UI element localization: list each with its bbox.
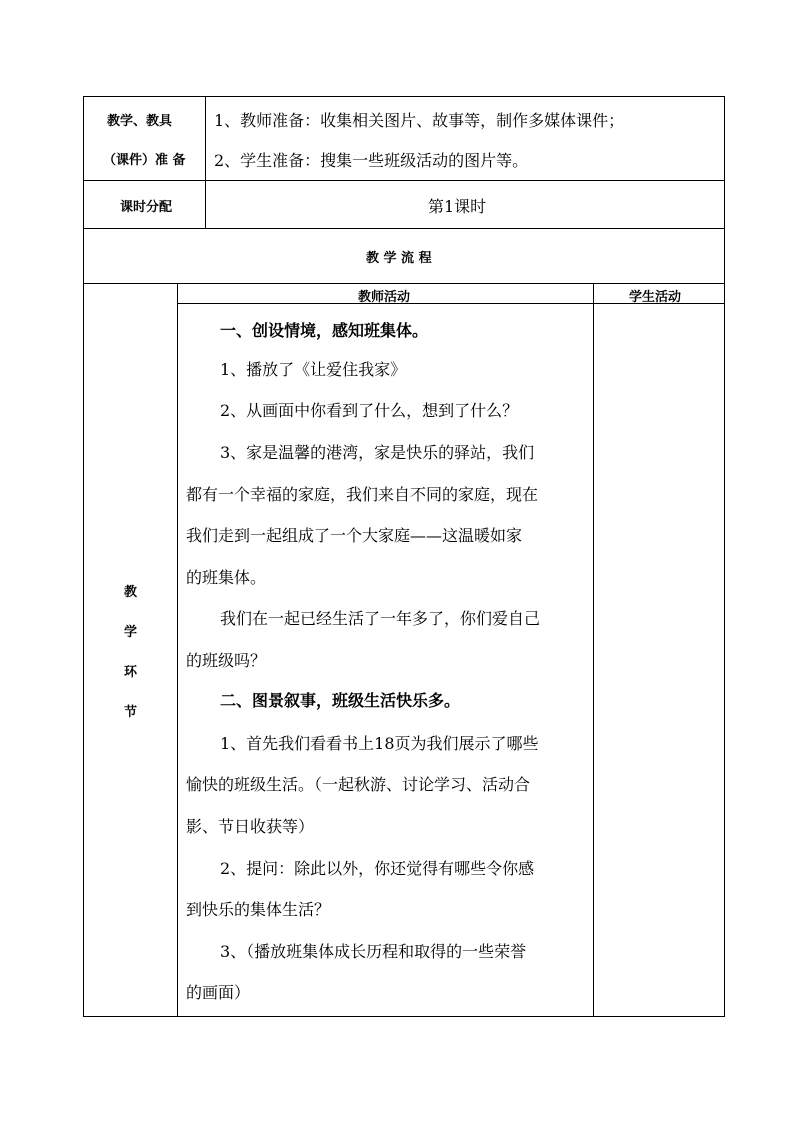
flow-title: 教 学 流 程 <box>366 251 432 266</box>
table-border-row1 <box>83 180 725 181</box>
col-header-student: 学生活动 <box>629 290 682 305</box>
table-border-left <box>83 96 84 1017</box>
s1-para-3-line-4: 的班集体。 <box>186 568 267 587</box>
table-divider-side <box>177 283 178 1016</box>
s2-para-1-line-2: 愉快的班级生活。（一起秋游、讨论学习、活动合 <box>186 775 531 794</box>
prep-student: 2、学生准备：搜集一些班级活动的图片等。 <box>214 151 529 170</box>
s2-para-3-line-1: 3、（播放班集体成长历程和取得的一些荣誉 <box>220 942 527 961</box>
table-border-bottom <box>83 1016 725 1017</box>
s2-para-2-line-2: 到快乐的集体生活？ <box>186 900 331 919</box>
side-label-char-2: 学 <box>124 625 138 640</box>
prep-teacher: 1、教师准备：收集相关图片、故事等，制作多媒体课件； <box>214 111 625 130</box>
period-value: 第1课时 <box>428 197 487 216</box>
prep-label-line2: （课件）准 备 <box>103 153 186 168</box>
section-heading-2: 二、图景叙事，班级生活快乐多。 <box>220 691 461 710</box>
side-label-char-3: 环 <box>124 665 138 680</box>
s1-para-3-line-1: 3、家是温馨的港湾，家是快乐的驿站，我们 <box>220 443 535 462</box>
section-heading-1: 一、创设情境，感知班集体。 <box>220 321 429 340</box>
table-divider-student <box>593 283 594 1016</box>
s1-para-1: 1、播放了《让爱住我家》 <box>220 360 407 379</box>
period-label: 课时分配 <box>120 200 173 215</box>
table-border-row2 <box>83 228 725 229</box>
col-header-teacher: 教师活动 <box>358 290 411 305</box>
table-border-top <box>83 96 725 97</box>
s1-para-3-line-3: 我们走到一起组成了一个大家庭——这温暖如家 <box>186 526 523 545</box>
s1-para-4-line-1: 我们在一起已经生活了一年多了，你们爱自己 <box>220 609 541 628</box>
s1-para-3-line-2: 都有一个幸福的家庭，我们来自不同的家庭，现在 <box>186 485 539 504</box>
s1-para-4-line-2: 的班级吗？ <box>186 651 267 670</box>
table-border-right <box>724 96 725 1017</box>
table-border-row3 <box>83 283 725 284</box>
table-divider-top <box>205 96 206 228</box>
side-label-char-1: 教 <box>124 585 138 600</box>
s1-para-2: 2、从画面中你看到了什么，想到了什么？ <box>220 401 519 420</box>
s2-para-3-line-2: 的画面） <box>186 983 251 1002</box>
side-label-char-4: 节 <box>124 705 138 720</box>
s2-para-1-line-1: 1、首先我们看看书上18页为我们展示了哪些 <box>220 734 539 753</box>
s2-para-1-line-3: 影、节日收获等） <box>186 817 315 836</box>
prep-label-line1: 教学、教具 <box>107 114 173 129</box>
s2-para-2-line-1: 2、提问：除此以外，你还觉得有哪些令你感 <box>220 859 535 878</box>
